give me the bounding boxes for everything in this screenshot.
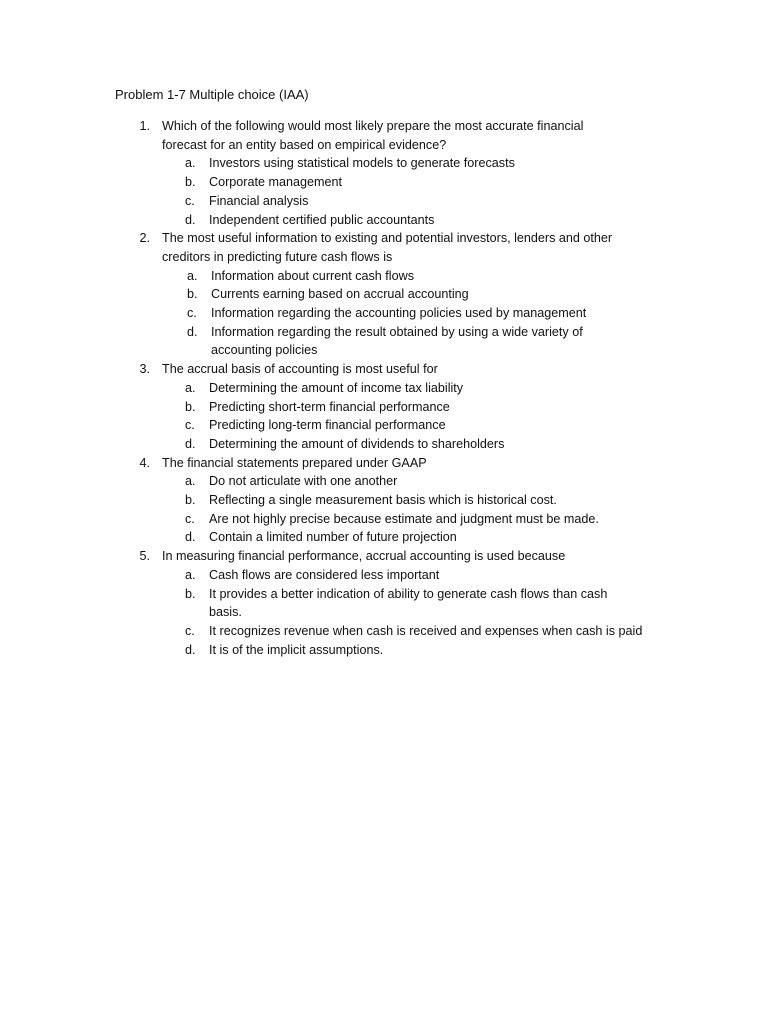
question-list	[0, 117, 768, 659]
option-d	[0, 528, 768, 547]
option-label: a.	[185, 156, 196, 171]
question-4	[0, 454, 768, 548]
option-b	[0, 173, 768, 192]
option-label: d.	[185, 212, 196, 227]
option-c	[0, 304, 768, 323]
option-label: b.	[185, 586, 196, 601]
option-label: a.	[185, 380, 196, 395]
option-a	[0, 379, 768, 398]
option-label: d.	[185, 642, 196, 657]
option-text: Information regarding the result obtained by using a wide variety of accounting policies	[211, 324, 583, 358]
option-text: Corporate management	[209, 175, 343, 190]
option-text: Information about current cash flows	[211, 268, 415, 283]
option-text: Reflecting a single measurement basis which is historical cost.	[209, 493, 557, 508]
question-number: 3.	[139, 362, 150, 377]
option-label: d.	[185, 436, 196, 451]
option-label: c.	[185, 623, 195, 638]
option-b	[0, 491, 768, 510]
option-b	[0, 585, 768, 622]
option-label: d.	[187, 324, 198, 339]
question-row	[0, 117, 768, 154]
question-text: The accrual basis of accounting is most useful for	[162, 362, 438, 377]
question-number: 5.	[139, 549, 150, 564]
option-label: c.	[187, 306, 197, 321]
question-row	[0, 547, 768, 566]
option-text: Cash flows are considered less important	[209, 567, 440, 582]
option-d	[0, 435, 768, 454]
option-text: Are not highly precise because estimate and judgment must be made.	[209, 511, 599, 526]
option-label: a.	[185, 567, 196, 582]
question-text: The most useful information to existing and potential investors, lenders and other creditors in predicting future cash flows is	[162, 231, 613, 264]
option-list	[0, 154, 768, 229]
option-list	[0, 472, 768, 547]
option-text: Information regarding the accounting policies used by management	[211, 306, 587, 321]
option-text: Investors using statistical models to generate forecasts	[209, 156, 515, 171]
question-1	[0, 117, 768, 229]
option-label: c.	[185, 418, 195, 433]
option-text: Contain a limited number of future projection	[209, 530, 457, 545]
option-text: Determining the amount of income tax liability	[209, 380, 464, 395]
question-5	[0, 547, 768, 659]
option-label: a.	[187, 268, 198, 283]
option-c	[0, 416, 768, 435]
option-label: a.	[185, 474, 196, 489]
option-text: Predicting long-term financial performance	[209, 418, 446, 433]
option-text: It provides a better indication of ability to generate cash flows than cash basis.	[209, 586, 608, 620]
option-a	[0, 267, 768, 286]
question-text: In measuring financial performance, accrual accounting is used because	[162, 549, 566, 564]
option-label: b.	[185, 175, 196, 190]
option-b	[0, 398, 768, 417]
option-c	[0, 622, 768, 641]
option-text: Currents earning based on accrual accounting	[211, 287, 469, 302]
option-label: b.	[187, 287, 198, 302]
option-text: It is of the implicit assumptions.	[209, 642, 384, 657]
question-3	[0, 360, 768, 454]
option-list	[0, 566, 768, 660]
option-text: Independent certified public accountants	[209, 212, 435, 227]
question-text: The financial statements prepared under GAAP	[162, 455, 427, 470]
option-d	[0, 323, 768, 360]
question-number: 4.	[139, 455, 150, 470]
option-text: Financial analysis	[209, 193, 309, 208]
option-a	[0, 566, 768, 585]
option-text: Determining the amount of dividends to shareholders	[209, 436, 505, 451]
option-label: d.	[185, 530, 196, 545]
option-c	[0, 510, 768, 529]
question-2	[0, 229, 768, 360]
document-title: Problem 1-7 Multiple choice (IAA)	[115, 87, 309, 102]
option-a	[0, 154, 768, 173]
option-label: c.	[185, 511, 195, 526]
question-text: Which of the following would most likely prepare the most accurate financial forecast for an entity based on empirical evidence?	[162, 119, 584, 152]
option-list	[0, 379, 768, 454]
option-a	[0, 472, 768, 491]
question-row	[0, 454, 768, 473]
option-text: It recognizes revenue when cash is received and expenses when cash is paid	[209, 623, 643, 638]
question-row	[0, 360, 768, 379]
option-d	[0, 641, 768, 660]
option-text: Do not articulate with one another	[209, 474, 398, 489]
option-c	[0, 192, 768, 211]
question-number: 2.	[139, 231, 150, 246]
option-label: b.	[185, 493, 196, 508]
option-list	[0, 267, 768, 361]
option-b	[0, 285, 768, 304]
question-row	[0, 229, 768, 266]
option-text: Predicting short-term financial performance	[209, 399, 450, 414]
option-label: c.	[185, 193, 195, 208]
option-label: b.	[185, 399, 196, 414]
question-number: 1.	[139, 119, 150, 133]
option-d	[0, 211, 768, 230]
